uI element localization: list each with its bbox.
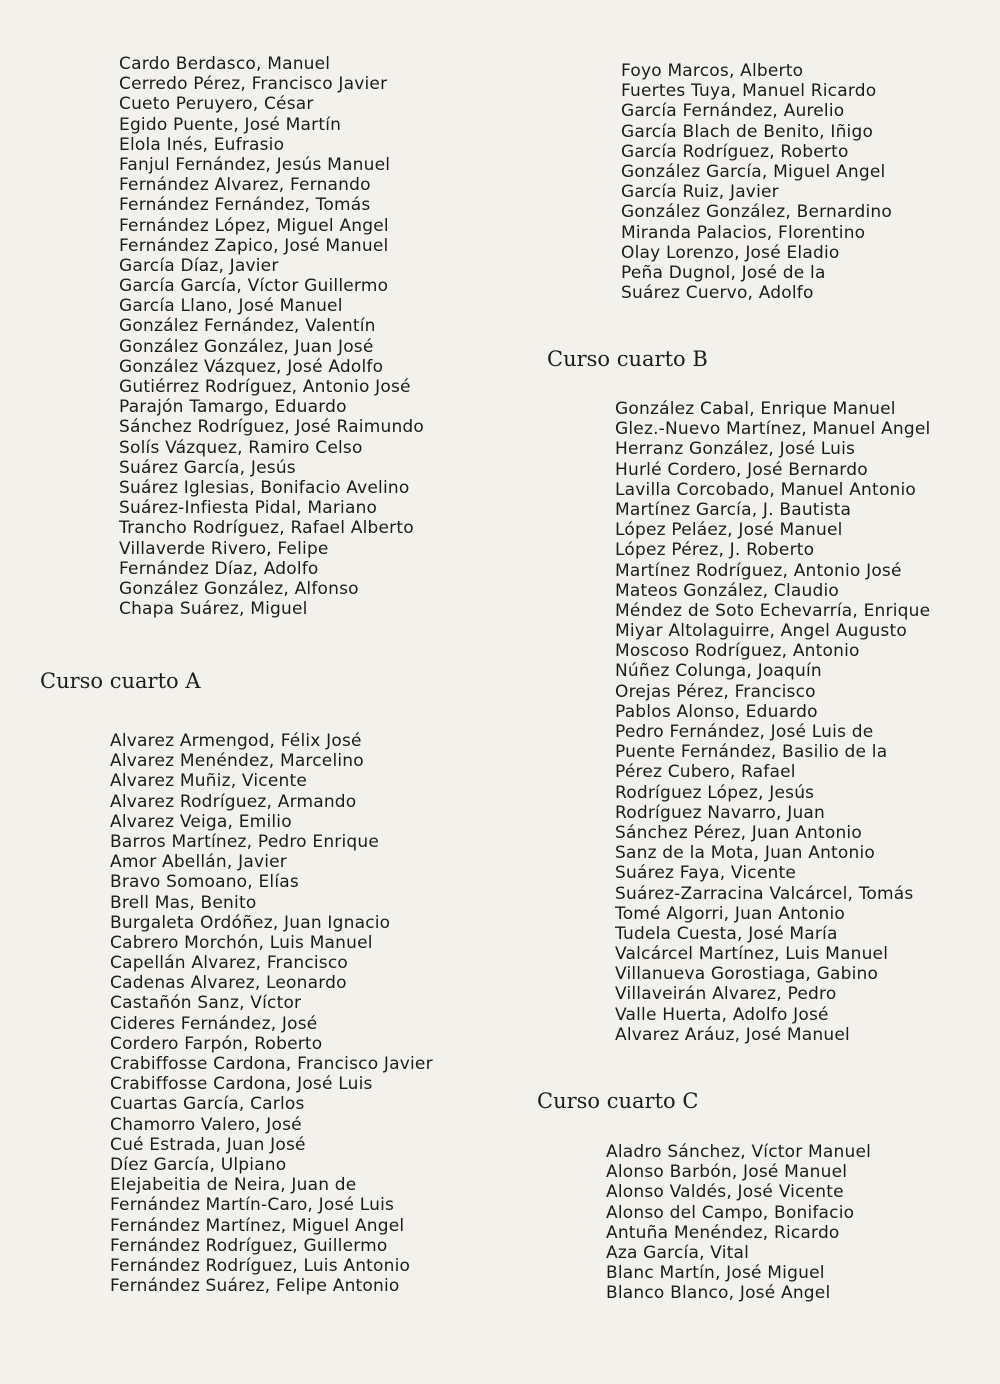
name-list-item: Lavilla Corcobado, Manuel Antonio	[615, 479, 916, 500]
name-list-item: Cideres Fernández, José	[110, 1013, 318, 1034]
name-list-item: Méndez de Soto Echevarría, Enrique	[615, 600, 931, 621]
name-list-item: García Rodríguez, Roberto	[621, 141, 849, 162]
name-list-item: Elola Inés, Eufrasio	[119, 134, 285, 155]
name-list-item: García Ruiz, Javier	[621, 182, 779, 203]
name-list-item: Suárez Iglesias, Bonifacio Avelino	[119, 477, 410, 498]
name-list-item: Moscoso Rodríguez, Antonio	[615, 641, 860, 662]
curso-cuarto-b-name-list	[615, 399, 955, 1045]
name-list-item: Crabiffosse Cardona, José Luis	[110, 1074, 373, 1095]
name-list-item: Miyar Altolaguirre, Angel Augusto	[615, 621, 907, 642]
name-list-item: Fernández López, Miguel Angel	[119, 215, 389, 236]
name-list-item: Pérez Cubero, Rafael	[615, 762, 796, 783]
left-top-name-list	[119, 54, 479, 619]
name-list-item: Gutiérrez Rodríguez, Antonio José	[119, 377, 411, 397]
name-list-item: Herranz González, José Luis	[615, 439, 856, 460]
name-list-item: Aladro Sánchez, Víctor Manuel	[606, 1142, 872, 1162]
name-list-item: Tudela Cuesta, José María	[615, 923, 838, 944]
name-list-item: Fernández Alvarez, Fernando	[119, 175, 371, 196]
name-list-item: Suárez Faya, Vicente	[615, 863, 796, 884]
name-list-item: Villaveirán Alvarez, Pedro	[615, 984, 837, 1005]
name-list-item: Cabrero Morchón, Luis Manuel	[110, 932, 373, 953]
name-list-item: Foyo Marcos, Alberto	[621, 61, 804, 81]
name-list-item: Blanc Martín, José Miguel	[606, 1263, 825, 1284]
name-list-item: Cerredo Pérez, Francisco Javier	[119, 74, 388, 95]
name-list-item: Chapa Suárez, Miguel	[119, 599, 308, 620]
name-list-item: Fernández Fernández, Tomás	[119, 195, 371, 216]
name-list-item: Crabiffosse Cardona, Francisco Javier	[110, 1054, 433, 1074]
name-list-item: Suárez García, Jesús	[119, 457, 296, 478]
heading-curso-cuarto-c: Curso cuarto C	[537, 1089, 699, 1113]
name-list-item: Barros Martínez, Pedro Enrique	[110, 831, 380, 852]
name-list-item: González González, Bernardino	[621, 202, 892, 223]
curso-cuarto-a-column	[110, 731, 480, 1296]
name-list-item: Cué Estrada, Juan José	[110, 1134, 306, 1155]
name-list-item: Fernández Rodríguez, Guillermo	[110, 1235, 388, 1256]
name-list-item: Bravo Somoano, Elías	[110, 872, 299, 893]
name-list-item: Cueto Peruyero, César	[119, 94, 314, 115]
name-list-item: Sánchez Pérez, Juan Antonio	[615, 822, 862, 843]
name-list-item: Capellán Alvarez, Francisco	[110, 953, 349, 974]
name-list-item: Chamorro Valero, José	[110, 1114, 302, 1135]
name-list-item: Alvarez Menéndez, Marcelino	[110, 751, 364, 772]
name-list-item: Antuña Menéndez, Ricardo	[606, 1222, 840, 1243]
name-list-item: Aza García, Vital	[606, 1242, 750, 1263]
name-list-item: Tomé Algorri, Juan Antonio	[615, 903, 846, 924]
name-list-item: Pedro Fernández, José Luis de	[615, 722, 874, 742]
name-list-item: Alonso del Campo, Bonifacio	[606, 1202, 855, 1223]
name-list-item: Alonso Barbón, José Manuel	[606, 1162, 848, 1183]
name-list-item: Orejas Pérez, Francisco	[615, 681, 816, 702]
name-list-item: Rodríguez López, Jesús	[615, 782, 815, 803]
name-list-item: Pablos Alonso, Eduardo	[615, 701, 818, 722]
name-list-item: Olay Lorenzo, José Eladio	[621, 242, 840, 263]
name-list-item: García Blach de Benito, Iñigo	[621, 121, 874, 142]
name-list-item: Villaverde Rivero, Felipe	[119, 538, 329, 559]
name-list-item: Cardo Berdasco, Manuel	[119, 54, 331, 74]
name-list-item: Amor Abellán, Javier	[110, 852, 287, 873]
name-list-item: Suárez-Infiesta Pidal, Mariano	[119, 498, 378, 519]
name-list-item: Fernández Zapico, José Manuel	[119, 235, 389, 256]
curso-cuarto-c-column	[606, 1142, 936, 1304]
name-list-item: Valle Huerta, Adolfo José	[615, 1004, 829, 1025]
name-list-item: Trancho Rodríguez, Rafael Alberto	[119, 518, 414, 539]
name-list-item: Fernández Díaz, Adolfo	[119, 558, 319, 579]
curso-cuarto-c-name-list	[606, 1142, 936, 1304]
name-list-item: Fanjul Fernández, Jesús Manuel	[119, 154, 391, 175]
name-list-item: Sánchez Rodríguez, José Raimundo	[119, 417, 425, 438]
name-list-item: Alvarez Rodríguez, Armando	[110, 791, 357, 812]
name-list-item: Solís Vázquez, Ramiro Celso	[119, 437, 363, 458]
name-list-item: Cordero Farpón, Roberto	[110, 1033, 323, 1054]
name-list-item: Villanueva Gorostiaga, Gabino	[615, 964, 879, 985]
name-list-item: Hurlé Cordero, José Bernardo	[615, 459, 868, 480]
name-list-item: García Llano, José Manuel	[119, 296, 343, 317]
name-list-item: Fuertes Tuya, Manuel Ricardo	[621, 81, 877, 102]
heading-curso-cuarto-b: Curso cuarto B	[547, 347, 708, 371]
curso-cuarto-b-column	[615, 399, 955, 1045]
name-list-item: González González, Alfonso	[119, 578, 359, 599]
right-top-name-list	[621, 61, 941, 303]
name-list-item: López Peláez, José Manuel	[615, 520, 843, 541]
name-list-item: Brell Mas, Benito	[110, 892, 257, 913]
name-list-item: González García, Miguel Angel	[621, 161, 886, 182]
name-list-item: García García, Víctor Guillermo	[119, 276, 389, 297]
right-top-column	[621, 61, 941, 303]
name-list-item: Alvarez Veiga, Emilio	[110, 811, 292, 832]
name-list-item: González González, Juan José	[119, 336, 374, 357]
name-list-item: Rodríguez Navarro, Juan	[615, 802, 826, 823]
name-list-item: Sanz de la Mota, Juan Antonio	[615, 843, 876, 864]
name-list-item: Alonso Valdés, José Vicente	[606, 1182, 844, 1203]
name-list-item: Valcárcel Martínez, Luis Manuel	[615, 944, 889, 965]
name-list-item: Suárez Cuervo, Adolfo	[621, 283, 814, 304]
curso-cuarto-a-name-list	[110, 731, 480, 1296]
name-list-item: Blanco Blanco, José Angel	[606, 1283, 831, 1304]
name-list-item: Glez.-Nuevo Martínez, Manuel Angel	[615, 419, 931, 440]
name-list-item: González Fernández, Valentín	[119, 316, 376, 337]
name-list-item: González Vázquez, José Adolfo	[119, 356, 384, 377]
left-top-column	[119, 54, 479, 619]
name-list-item: Suárez-Zarracina Valcárcel, Tomás	[615, 883, 914, 904]
name-list-item: Fernández Suárez, Felipe Antonio	[110, 1276, 400, 1297]
name-list-item: Díez García, Ulpiano	[110, 1154, 287, 1175]
name-list-item: Puente Fernández, Basilio de la	[615, 742, 888, 763]
name-list-item: Fernández Martín-Caro, José Luis	[110, 1195, 395, 1216]
name-list-item: García Díaz, Javier	[119, 255, 279, 276]
name-list-item: Alvarez Muñiz, Vicente	[110, 771, 307, 792]
name-list-item: Mateos González, Claudio	[615, 580, 839, 601]
name-list-item: Castañón Sanz, Víctor	[110, 993, 302, 1014]
name-list-item: Núñez Colunga, Joaquín	[615, 661, 822, 682]
name-list-item: García Fernández, Aurelio	[621, 101, 845, 122]
name-list-item: Cuartas García, Carlos	[110, 1094, 305, 1115]
name-list-item: Miranda Palacios, Florentino	[621, 222, 866, 243]
name-list-item: Fernández Rodríguez, Luis Antonio	[110, 1255, 411, 1276]
name-list-item: Martínez García, J. Bautista	[615, 499, 852, 520]
name-list-item: Alvarez Armengod, Félix José	[110, 731, 362, 751]
name-list-item: Martínez Rodríguez, Antonio José	[615, 560, 902, 581]
name-list-item: González Cabal, Enrique Manuel	[615, 399, 896, 419]
name-list-item: Burgaleta Ordóñez, Juan Ignacio	[110, 912, 391, 933]
name-list-item: Peña Dugnol, José de la	[621, 262, 826, 283]
name-list-item: López Pérez, J. Roberto	[615, 540, 815, 561]
name-list-item: Fernández Martínez, Miguel Angel	[110, 1215, 405, 1236]
name-list-item: Egido Puente, José Martín	[119, 114, 342, 135]
name-list-item: Cadenas Alvarez, Leonardo	[110, 973, 347, 994]
heading-curso-cuarto-a: Curso cuarto A	[40, 669, 201, 693]
name-list-item: Elejabeitia de Neira, Juan de	[110, 1175, 357, 1196]
name-list-item: Alvarez Aráuz, José Manuel	[615, 1024, 850, 1045]
name-list-item: Parajón Tamargo, Eduardo	[119, 397, 347, 418]
